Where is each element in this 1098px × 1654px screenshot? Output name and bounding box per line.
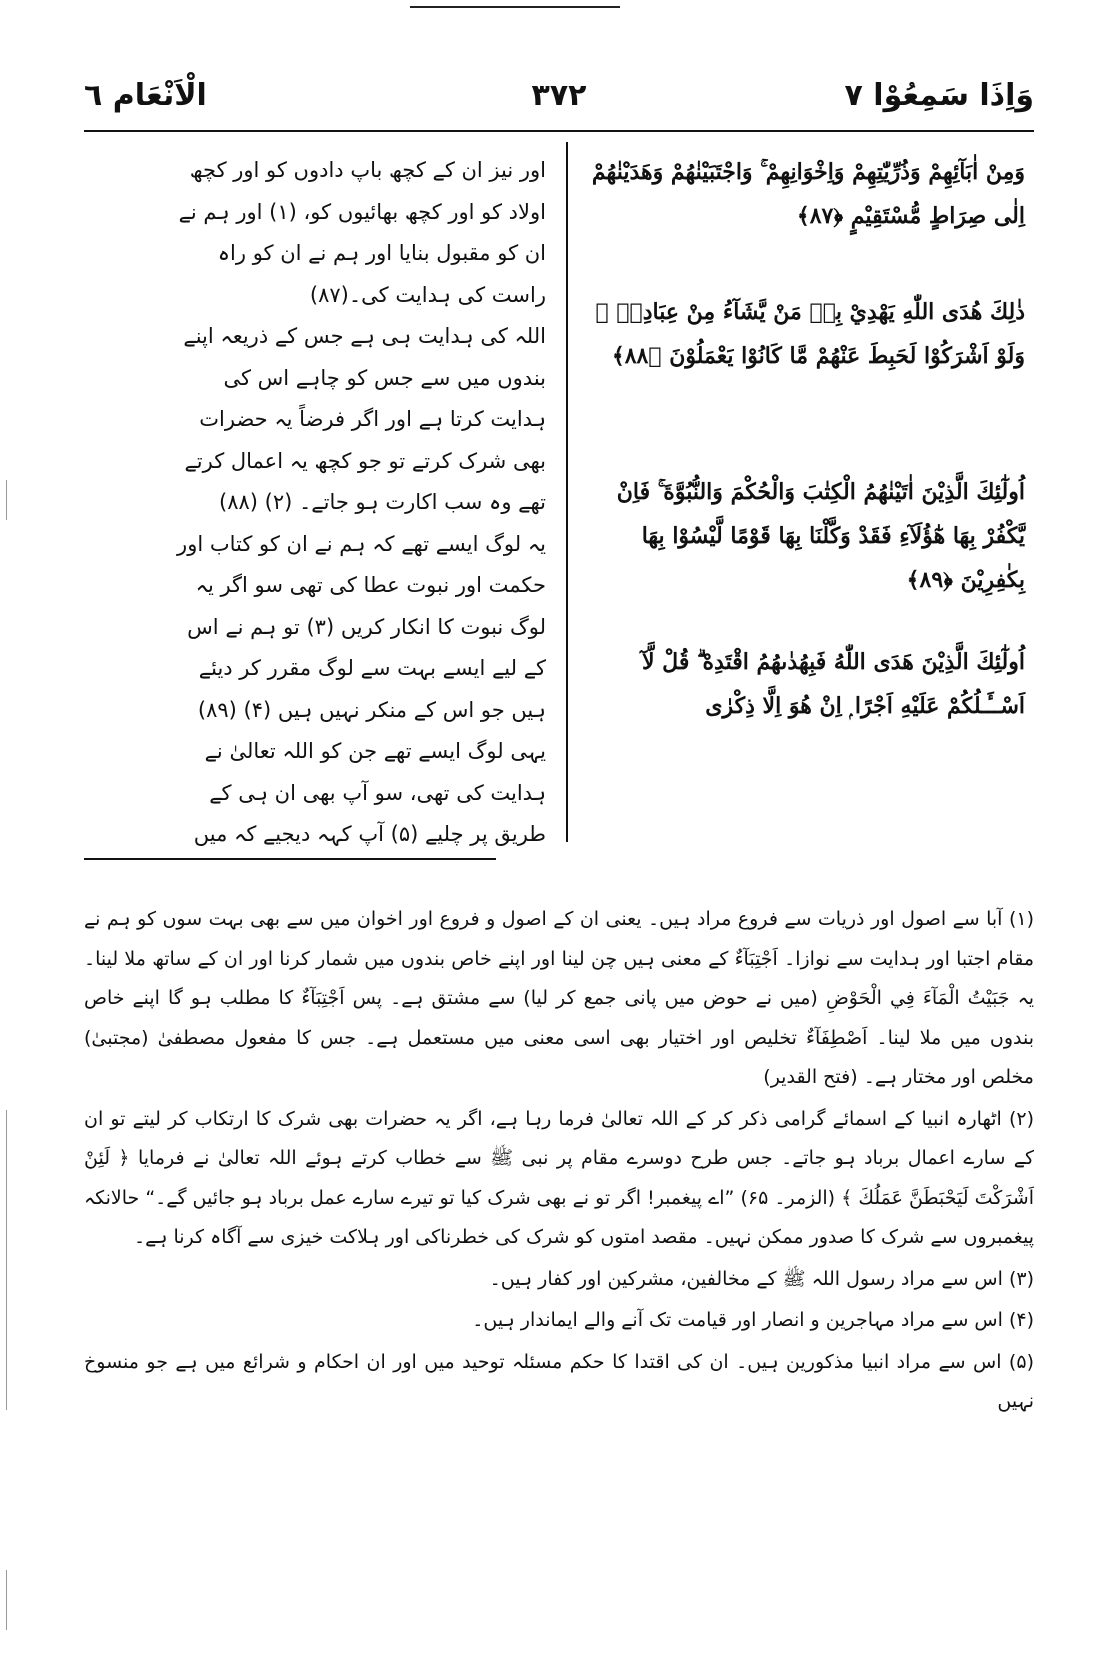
scan-margin-mark (6, 1110, 7, 1410)
page-number: ٣٧٢ (531, 78, 587, 113)
footnote-number: (۴) (1008, 1309, 1034, 1331)
footnote-text: اس سے مراد رسول اللہ ﷺ کے مخالفین، مشرکین اور کفار ہیں۔ (489, 1267, 1003, 1290)
scan-margin-mark (6, 1570, 7, 1630)
arabic-verse-88: ذٰلِكَ هُدَى اللّٰهِ يَهْدِيْ بِهٖ مَنْ يَّشَآءُ مِنْ عِبَادِهٖ ۚ وَلَوْ اَشْرَكُوْا لَحَبِطَ عَنْهُمْ مَّا كَانُوْا يَعْمَلُوْنَ ﴿٨٨﴾ (595, 299, 1025, 369)
arabic-verse-90: اُولٰٓئِكَ الَّذِيْنَ هَدَى اللّٰهُ فَبِهُدٰىهُمُ اقْتَدِهْ ۗ قُلْ لَّآ اَسْــَٔـلُكُمْ عَلَيْهِ اَجْرًا ۭ اِنْ هُوَ اِلَّا ذِكْرٰى (641, 649, 1025, 719)
translation-paragraph-89: یہ لوگ ایسے تھے کہ ہم نے ان کو کتاب اور حکمت اور نبوت عطا کی تھی سو اگر یہ لوگ نبوت کا انکار کریں (۳) تو ہم نے اس کے لیے ایسے بہت سے لوگ مقرر کر دیئے ہیں جو اس کے منکر نہیں ہیں (۴) (۸۹) (177, 531, 546, 722)
column-divider (566, 142, 568, 842)
page-header (84, 72, 1034, 134)
footnote-divider (84, 858, 496, 860)
header-divider (84, 130, 1034, 132)
footnote-text: اس سے مراد مہاجرین و انصار اور قیامت تک آنے والے ایماندار ہیں۔ (472, 1309, 1003, 1331)
footnote-4 (84, 1301, 1034, 1341)
footnote-3 (84, 1260, 1034, 1300)
footnote-text: اٹھارہ انبیا کے اسمائے گرامی ذکر کر کے اللہ تعالیٰ فرما رہا ہے، اگر یہ حضرات بھی شرک کا ارتکاب کر لیتے تو ان کے سارے اعمال برباد ہو جاتے۔ جس طرح دوسرے مقام پر نبی ﷺ سے خطاب کرتے ہوئے اللہ تعالیٰ نے فرمایا ﴿ لَئِنْ اَشْرَكْتَ لَيَحْبَطَنَّ عَمَلُكَ ﴾ (الزمر۔ ۶۵) ”اے پیغمبر! اگر تو نے بھی شرک کیا تو تیرے سارے عمل برباد ہو جائیں گے۔“ حالانکہ پیغمبروں سے شرک کا صدور ممکن نہیں۔ مقصد امتوں کو شرک کی خطرناکی اور ہلاکت خیزی سے آگاہ کرنا ہے۔ (84, 1107, 1034, 1248)
arabic-column (585, 150, 1025, 728)
top-decorative-rule (410, 6, 620, 8)
footnote-number: (۱) (1008, 908, 1034, 930)
translation-column (172, 150, 546, 856)
footnote-number: (۳) (1008, 1267, 1034, 1290)
translation-paragraph-90: یہی لوگ ایسے تھے جن کو اللہ تعالیٰ نے ہدایت کی تھی، سو آپ بھی ان ہی کے طریق پر چلیے (۵) آپ کہہ دیجیے کہ میں (193, 739, 546, 846)
arabic-verse-87: وَمِنْ اٰبَآئِهِمْ وَذُرِّيّٰتِهِمْ وَاِخْوَانِهِمْ ۚ وَاجْتَبَيْنٰهُمْ وَهَدَيْنٰهُمْ اِلٰى صِرَاطٍ مُّسْتَقِيْمٍ ﴿٨٧﴾ (591, 159, 1025, 229)
translation-paragraph-87: اور نیز ان کے کچھ باپ دادوں کو اور کچھ اولاد کو اور کچھ بھائیوں کو، (۱) اور ہم نے ان کو مقبول بنایا اور ہم نے ان کو راہ راست کی ہدایت کی۔(۸۷) (178, 158, 546, 307)
footnote-5 (84, 1343, 1034, 1422)
footnote-text: اس سے مراد انبیا مذکورین ہیں۔ ان کی اقتدا کا حکم مسئلہ توحید میں اور ان احکام و شرائع میں ہے جو منسوخ نہیں (84, 1350, 1034, 1412)
footnote-number: (۲) (1008, 1107, 1034, 1130)
arabic-verse-89: اُولٰٓئِكَ الَّذِيْنَ اٰتَيْنٰهُمُ الْكِتٰبَ وَالْحُكْمَ وَالنُّبُوَّةَ ۚ فَاِنْ يَّكْفُرْ بِهَا هٰٓؤُلَآءِ فَقَدْ وَكَّلْنَا بِهَا قَوْمًا لَّيْسُوْا بِهَا بِكٰفِرِيْنَ ﴿٨٩﴾ (616, 479, 1025, 593)
footnote-number: (۵) (1008, 1350, 1034, 1373)
footnotes (84, 900, 1034, 1424)
translation-paragraph-88: اللہ کی ہدایت ہی ہے جس کے ذریعہ اپنے بندوں میں سے جس کو چاہے اس کی ہدایت کرتا ہے اور اگر فرضاً یہ حضرات بھی شرک کرتے تو جو کچھ یہ اعمال کرتے تھے وہ سب اکارت ہو جاتے۔ (۲) (۸۸) (183, 324, 546, 514)
scan-margin-mark (6, 480, 7, 520)
footnote-2 (84, 1100, 1034, 1258)
surah-title: الْاَنْعَام ٦ (84, 78, 207, 113)
footnote-1 (84, 900, 1034, 1098)
chapter-title: وَاِذَا سَمِعُوْا ٧ (844, 78, 1034, 113)
footnote-text: آبا سے اصول اور ذریات سے فروع مراد ہیں۔ یعنی ان کے اصول و فروع اور اخوان میں سے بھی بہت سوں کو ہم نے مقام اجتبا اور ہدایت سے نوازا۔ اَجْتِبَآءٌ کے معنی ہیں چن لینا اور اپنے خاص بندوں میں شمار کرنا اور ان کے ساتھ ملا لینا۔ یہ جَبَيْتُ الْمَآءَ فِي الْحَوْضِ (میں نے حوض میں پانی جمع کر لیا) سے مشتق ہے۔ پس اَجْتِبَآءٌ کا مطلب ہو گا اپنے خاص بندوں میں ملا لینا۔ اَصْطِفَآءٌ تخلیص اور اختیار بھی اسی معنی میں مستعمل ہے۔ جس کا مفعول مصطفیٰ (مجتبیٰ) مخلص اور مختار ہے۔ (فتح القدیر) (84, 908, 1034, 1088)
